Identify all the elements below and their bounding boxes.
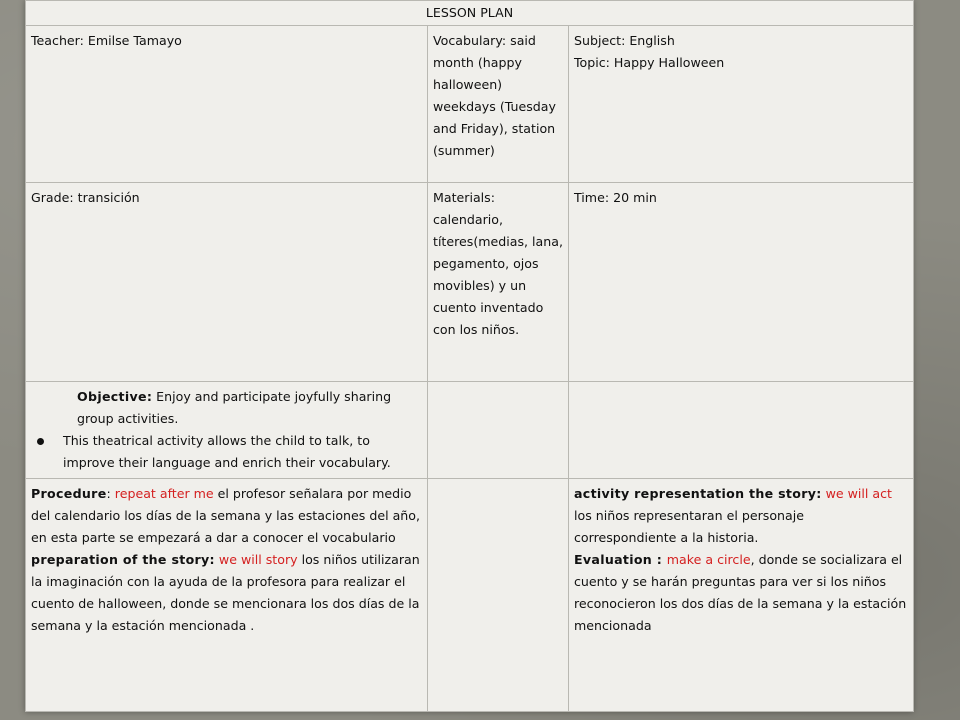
preparation-label: preparation of the story: [31,552,215,567]
lesson-plan-sheet [25,0,913,712]
activity-text: los niños representaran el personaje correspondiente a la historia. [574,508,805,545]
objective-text: Enjoy and participate joyfully sharing group activities. [77,389,392,426]
teacher-cell: Teacher: Emilse Tamayo [26,26,428,183]
empty-cell-right [569,382,914,479]
subject-cell [569,26,914,183]
objective-row [26,382,914,479]
lesson-plan-title: LESSON PLAN [26,1,914,26]
procedure-label: Procedure [31,486,107,501]
evaluation-text: , donde se socializara el cuento y se harán preguntas para ver si los niños reconocieron los dos días de la semana y la estación mencionada [574,552,907,633]
procedure-cell [26,479,428,712]
procedure-text: el profesor señalara por medio del calendario los días de la semana y las estaciones del año, en esta parte se empezará a dar a conocer el vocabulario [31,486,420,545]
procedure-row [26,479,914,712]
materials-cell: Materials: calendario, títeres(medias, lana, pegamento, ojos movibles) y un cuento inventado con los niños. [428,183,569,382]
evaluation-red-text: make a circle [666,552,751,567]
procedure-red-text: repeat after me [114,486,214,501]
preparation-red-text: we will story [214,552,298,567]
empty-cell-mid [428,382,569,479]
teacher-row [26,26,914,183]
activity-paragraph [574,483,908,549]
objective-label: Objective: [77,389,153,404]
grade-cell: Grade: transición [26,183,428,382]
objective-bullets [31,430,422,474]
objective-cell [26,382,428,479]
procedure-paragraph [31,483,422,549]
bullet-dot-icon [37,438,44,445]
subject-text: Subject: English [574,33,675,48]
procedure-colon: : [106,486,115,501]
activity-red-text: we will act [821,486,892,501]
bullet-item [63,430,422,474]
lesson-plan-table [25,0,914,712]
grade-row [26,183,914,382]
vocabulary-cell: Vocabulary: said month (happy halloween) weekdays (Tuesday and Friday), station (summer) [428,26,569,183]
activity-cell [569,479,914,712]
preparation-paragraph [31,549,422,637]
activity-label: activity representation the story: [574,486,822,501]
time-cell: Time: 20 min [569,183,914,382]
evaluation-paragraph [574,549,908,637]
topic-text: Topic: Happy Halloween [574,55,725,70]
header-row [26,1,914,26]
objective-paragraph [31,386,422,430]
evaluation-label: Evaluation : [574,552,667,567]
empty-cell-mid-2 [428,479,569,712]
bullet-text: This theatrical activity allows the child to talk, to improve their language and enrich their vocabulary. [63,433,391,470]
preparation-text: los niños utilizaran la imaginación con la ayuda de la profesora para realizar el cuento de halloween, donde se mencionara los dos días de la semana y la estación mencionada . [31,552,420,633]
